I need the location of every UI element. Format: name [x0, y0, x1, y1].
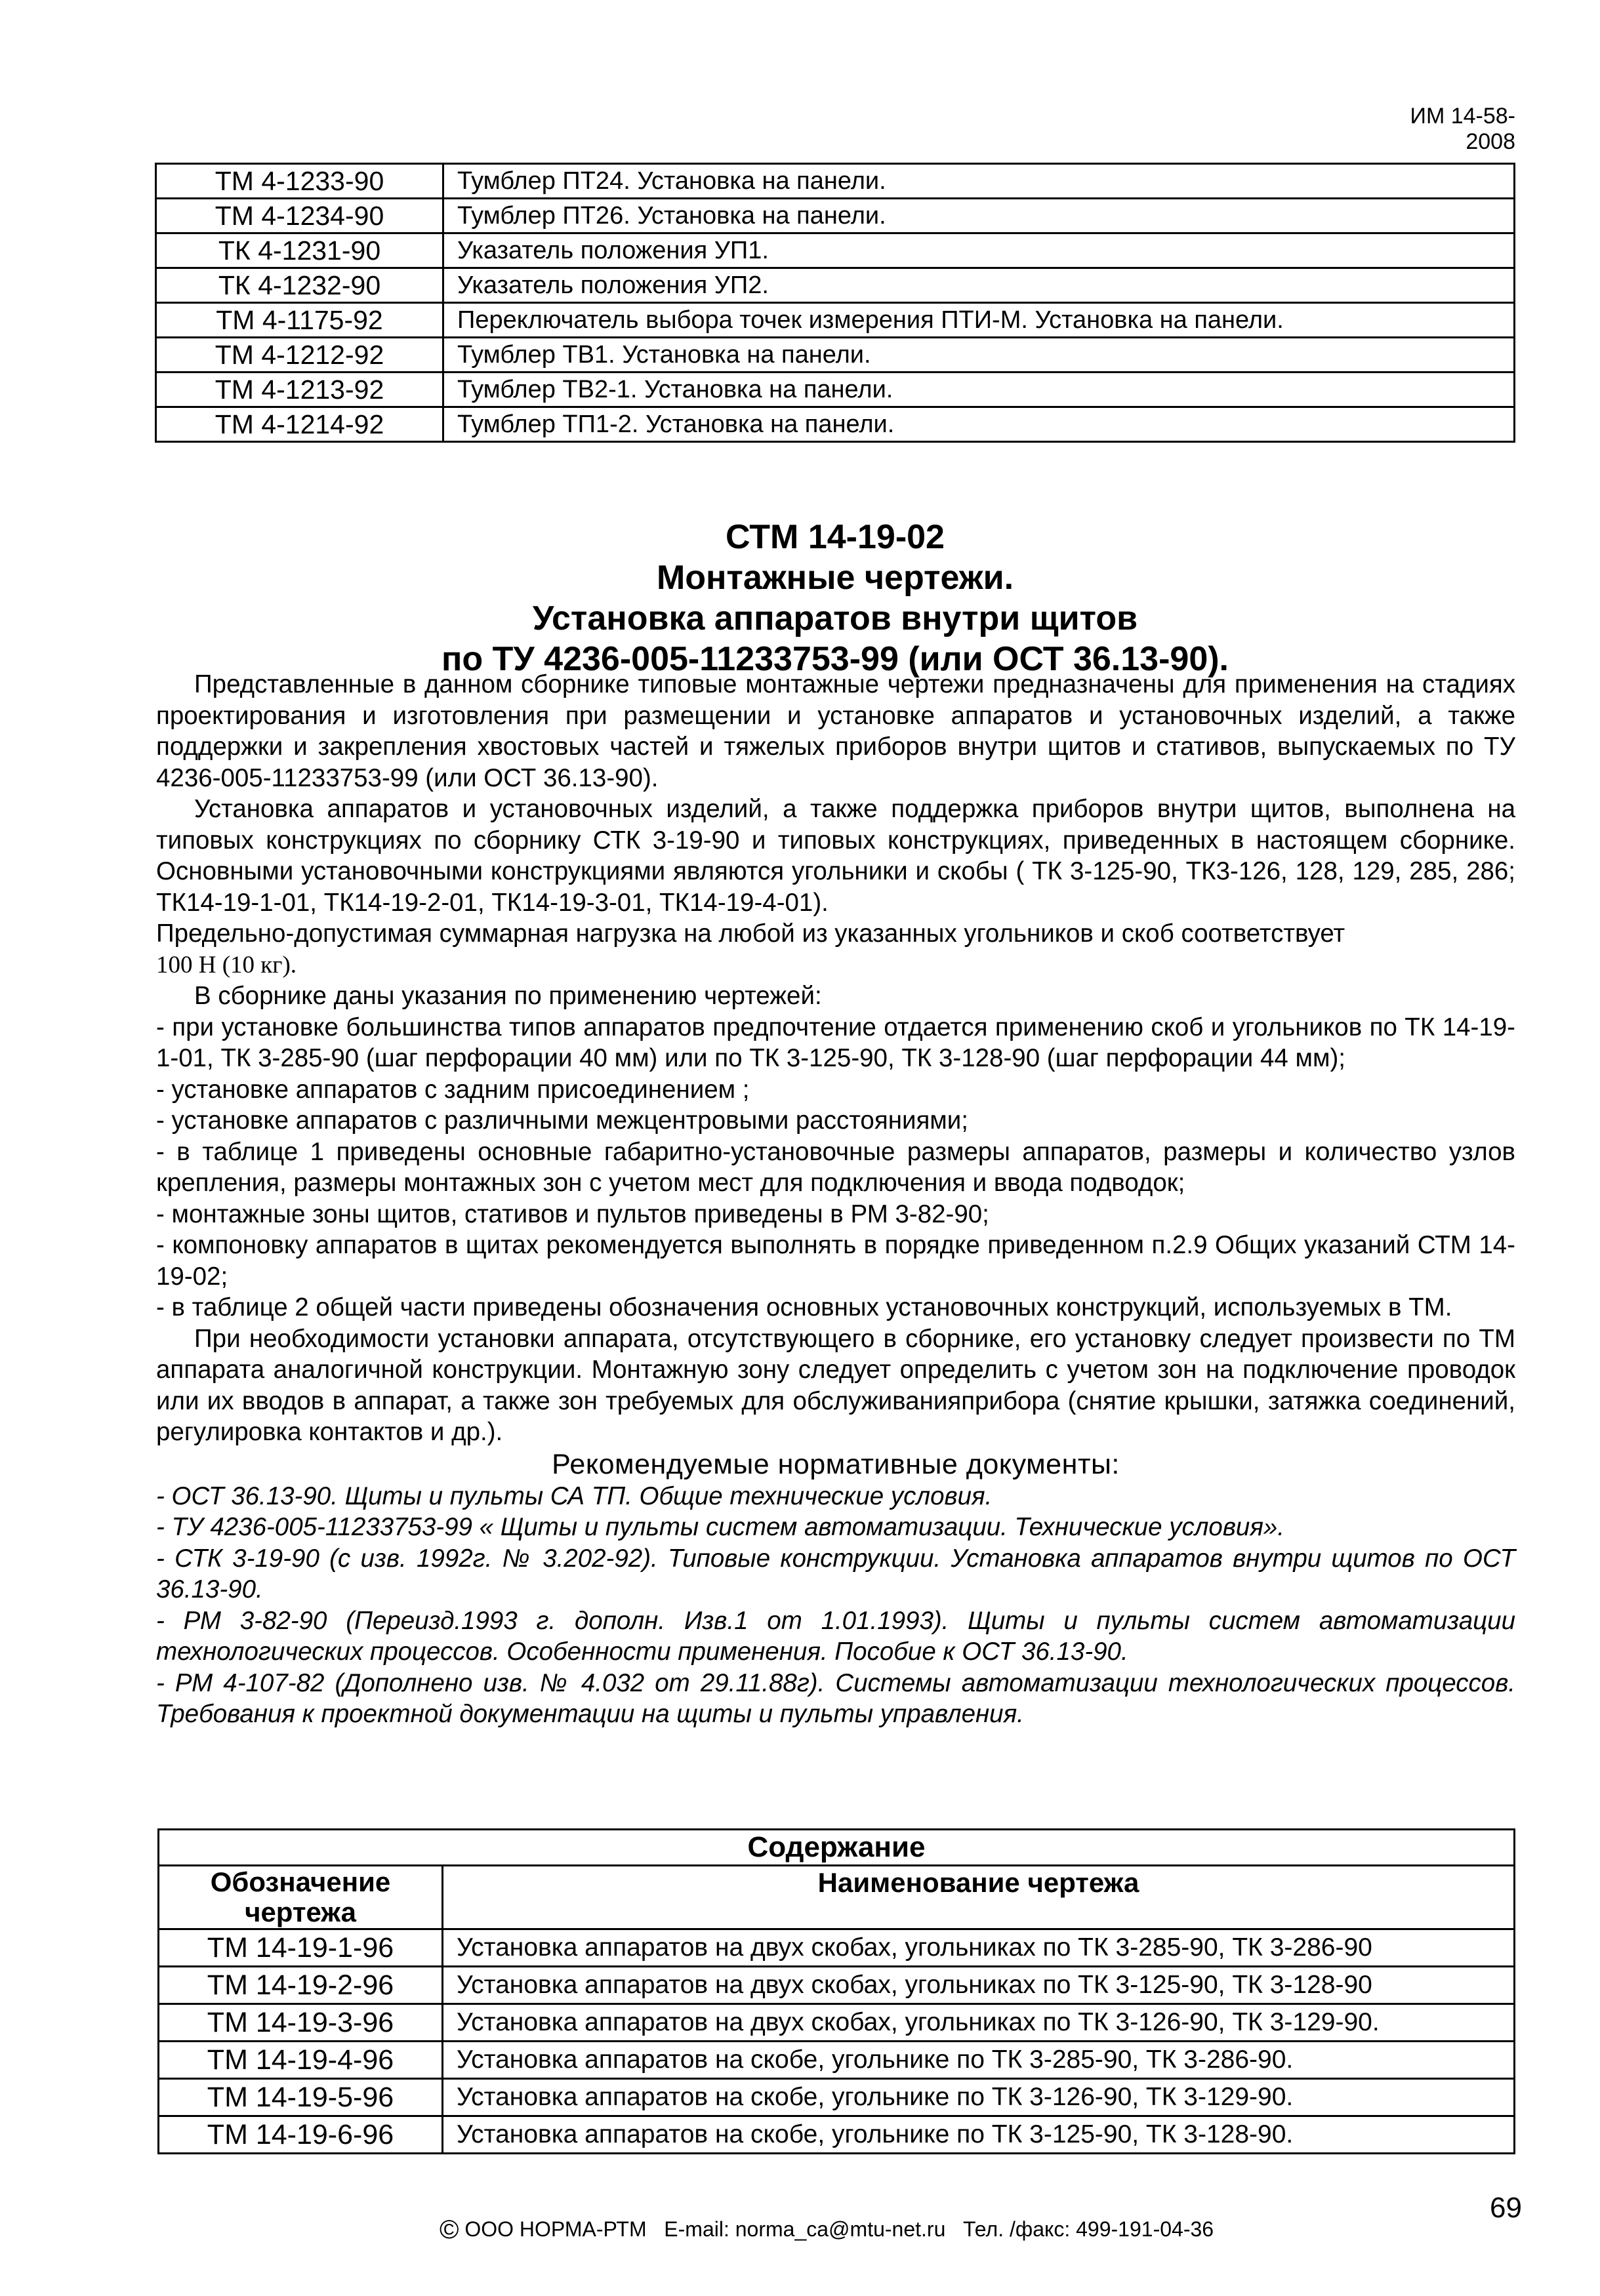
paragraph: При необходимости установки аппарата, отсутствующего в сборнике, его установку следует произвести по ТМ аппарата аналогичной конструкции. Монтажную зону следует определить с учетом зон на подключение проводок или их вводов в аппарат, а также зон требуемых для обслуживанияприбора (снятие крышки, затяжка соединений, регулировка контактов и др.).: [156, 1324, 1515, 1446]
section-code: СТМ 14-19-02: [726, 518, 945, 556]
drawing-name: Установка аппаратов на двух скобах, угольниках по ТК 3-126-90, ТК 3-129-90.: [443, 2004, 1515, 2042]
drawing-code: ТМ 14-19-6-96: [159, 2116, 443, 2154]
contents-table: [157, 1828, 1515, 2154]
drawing-name: Указатель положения УП1.: [443, 233, 1515, 268]
table-row: [159, 1967, 1515, 2004]
reference-item: - ОСТ 36.13-90. Щиты и пульты СА ТП. Общие технические условия.: [156, 1481, 993, 1510]
table-row: [156, 373, 1515, 407]
drawing-name: Установка аппаратов на скобе, угольнике по ТК 3-126-90, ТК 3-129-90.: [443, 2079, 1515, 2116]
contents-caption: Содержание: [159, 1830, 1515, 1866]
top-drawings-table: [155, 163, 1515, 443]
page-footer: [367, 2215, 1286, 2245]
references-heading: Рекомендуемые нормативные документы:: [552, 1448, 1120, 1480]
drawing-name: Установка аппаратов на двух скобах, угольниках по ТК 3-125-90, ТК 3-128-90: [443, 1967, 1515, 2004]
table-row: [159, 2004, 1515, 2042]
drawing-code: ТМ 14-19-1-96: [159, 1929, 443, 1967]
document-code: ИМ 14-58-2008: [1410, 104, 1515, 154]
table-row: [156, 199, 1515, 233]
list-item: - в таблице 1 приведены основные габаритно-установочные размеры аппаратов, размеры и количество узлов крепления, размеры монтажных зон с учетом мест для подключения и ввода подводок;: [156, 1137, 1515, 1197]
table-row: [156, 164, 1515, 199]
drawing-code: ТМ 4-1214-92: [156, 407, 443, 442]
drawing-name: Тумблер ТВ2-1. Установка на панели.: [443, 373, 1515, 407]
paragraph: В сборнике даны указания по применению чертежей:: [194, 982, 822, 1010]
drawing-name: Установка аппаратов на двух скобах, угольниках по ТК 3-285-90, ТК 3-286-90: [443, 1929, 1515, 1967]
table-row: [156, 268, 1515, 303]
list-item: - при установке большинства типов аппаратов предпочтение отдается применению скоб и угольников по ТК 14-19-1-01, ТК 3-285-90 (шаг перфорации 40 мм) или по ТК 3-125-90, ТК 3-128-90 (шаг перфорации 44 мм);: [156, 1013, 1515, 1072]
copyright-icon: ©: [439, 2215, 459, 2244]
paragraph: Предельно-допустимая суммарная нагрузка на любой из указанных угольников и скоб соответствует: [156, 919, 1345, 948]
table-row: [156, 303, 1515, 338]
drawing-name: Указатель положения УП2.: [443, 268, 1515, 303]
drawing-code: ТМ 14-19-3-96: [159, 2004, 443, 2042]
paragraph: Установка аппаратов и установочных изделий, а также поддержка приборов внутри щитов, выполнена на типовых конструкциях по сборнику СТК 3-19-90 и типовых конструкциях, приведенных в настоящем сборнике. Основными установочными конструкциями являются угольники и скобы ( ТК 3-125-90, ТК3-126, 128, 129, 285, 286; ТК14-19-1-01, ТК14-19-2-01, ТК14-19-3-01, ТК14-19-4-01).: [156, 795, 1515, 917]
drawing-code: ТК 4-1231-90: [156, 233, 443, 268]
drawing-code: ТМ 14-19-2-96: [159, 1967, 443, 2004]
drawing-name: Переключатель выбора точек измерения ПТИ-М. Установка на панели.: [443, 303, 1515, 338]
drawing-name: Тумблер ТП1-2. Установка на панели.: [443, 407, 1515, 442]
page-number: 69: [1490, 2192, 1522, 2224]
footer-phone: Тел. /факс: 499-191-04-36: [963, 2217, 1214, 2241]
reference-item: - ТУ 4236-005-11233753-99 « Щиты и пульты систем автоматизации. Технические условия».: [156, 1513, 1284, 1541]
table-header-row: [159, 1866, 1515, 1929]
reference-item: - РМ 3-82-90 (Переизд.1993 г. дополн. Изв.1 от 1.01.1993). Щиты и пульты систем автоматизации технологических процессов. Особенности применения. Пособие к ОСТ 36.13-90.: [156, 1606, 1515, 1666]
drawing-code: ТМ 4-1175-92: [156, 303, 443, 338]
footer-org: ООО НОРМА-РТМ: [464, 2217, 647, 2241]
column-header-code: Обозначение чертежа: [159, 1866, 443, 1929]
drawing-name: Тумблер ТВ1. Установка на панели.: [443, 338, 1515, 373]
list-item: - установке аппаратов с различными межцентровыми расстояниями;: [156, 1106, 968, 1135]
drawing-name: Тумблер ПТ26. Установка на панели.: [443, 199, 1515, 233]
list-item: - компоновку аппаратов в щитах рекомендуется выполнять в порядке приведенном п.2.9 Общих указаний СТМ 14-19-02;: [156, 1231, 1515, 1291]
paragraph: Представленные в данном сборнике типовые монтажные чертежи предназначены для применения на стадиях проектирования и изготовления при размещении и установке аппаратов и установочных изделий, а также поддержки и закрепления хвостовых частей и тяжелых приборов внутри щитов и стативов, выпускаемых по ТУ 4236-005-11233753-99 (или ОСТ 36.13-90).: [156, 670, 1515, 792]
drawing-code: ТМ 14-19-5-96: [159, 2079, 443, 2116]
section-standard: по ТУ 4236-005-11233753-99 (или ОСТ 36.13-90).: [441, 640, 1229, 678]
drawing-code: ТМ 4-1212-92: [156, 338, 443, 373]
section-subtitle: Установка аппаратов внутри щитов: [532, 599, 1138, 637]
table-row: [159, 2079, 1515, 2116]
drawing-code: ТМ 4-1234-90: [156, 199, 443, 233]
drawing-name: Установка аппаратов на скобе, угольнике по ТК 3-285-90, ТК 3-286-90.: [443, 2042, 1515, 2079]
drawing-code: ТМ 14-19-4-96: [159, 2042, 443, 2079]
column-header-name: Наименование чертежа: [443, 1866, 1515, 1929]
footer-email: E-mail: norma_ca@mtu-net.ru: [664, 2217, 946, 2241]
table-row: [156, 233, 1515, 268]
section-heading: [155, 517, 1515, 679]
table-caption-row: [159, 1830, 1515, 1866]
drawing-code: ТК 4-1232-90: [156, 268, 443, 303]
drawing-name: Тумблер ПТ24. Установка на панели.: [443, 164, 1515, 199]
table-row: [159, 2042, 1515, 2079]
load-value: 100 Н (10 кг).: [156, 951, 297, 978]
reference-item: - СТК 3-19-90 (с изв. 1992г. № 3.202-92). Типовые конструкции. Установка аппаратов внутри щитов по ОСТ 36.13-90.: [156, 1544, 1515, 1603]
list-item: - в таблице 2 общей части приведены обозначения основных установочных конструкций, используемых в ТМ.: [156, 1293, 1452, 1321]
list-item: - монтажные зоны щитов, стативов и пультов приведены в РМ 3-82-90;: [156, 1199, 989, 1228]
section-title: Монтажные чертежи.: [656, 559, 1014, 597]
table-row: [156, 407, 1515, 442]
drawing-name: Установка аппаратов на скобе, угольнике по ТК 3-125-90, ТК 3-128-90.: [443, 2116, 1515, 2154]
drawing-code: ТМ 4-1233-90: [156, 164, 443, 199]
table-row: [159, 1929, 1515, 1967]
body-text: [156, 669, 1515, 1730]
table-row: [156, 338, 1515, 373]
reference-item: - РМ 4-107-82 (Дополнено изв. № 4.032 от 29.11.88г). Системы автоматизации технологических процессов. Требования к проектной документации на щиты и пульты управления.: [156, 1668, 1515, 1728]
drawing-code: ТМ 4-1213-92: [156, 373, 443, 407]
table-row: [159, 2116, 1515, 2154]
list-item: - установке аппаратов с задним присоединением ;: [156, 1075, 750, 1104]
